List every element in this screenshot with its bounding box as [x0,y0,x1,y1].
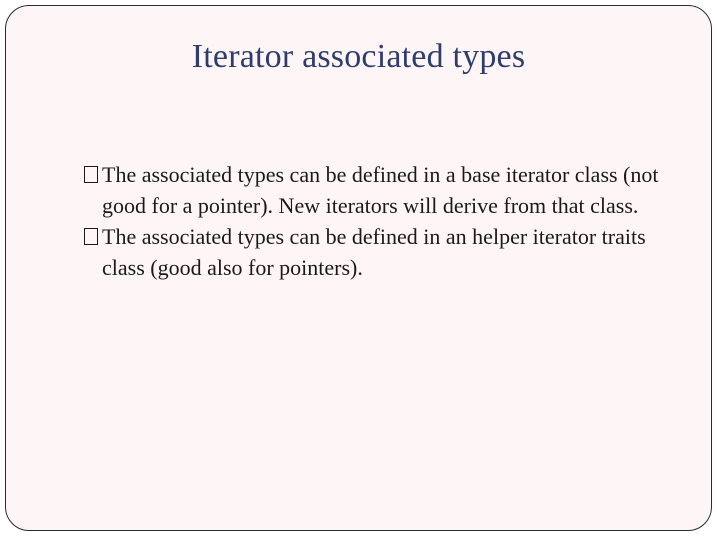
bullet-item [84,221,684,283]
bullet-box-icon [84,228,98,245]
bullet-text: The associated types can be defined in an helper iterator traits class (good also for pointers). [102,224,646,280]
bullet-list [84,159,684,283]
bullet-item [84,159,684,221]
bullet-box-icon [84,166,98,183]
bullet-text: The associated types can be defined in a base iterator class (not good for a pointer). New iterators will derive from that class. [102,162,659,218]
slide-title: Iterator associated types [191,38,526,75]
slide [5,5,712,531]
